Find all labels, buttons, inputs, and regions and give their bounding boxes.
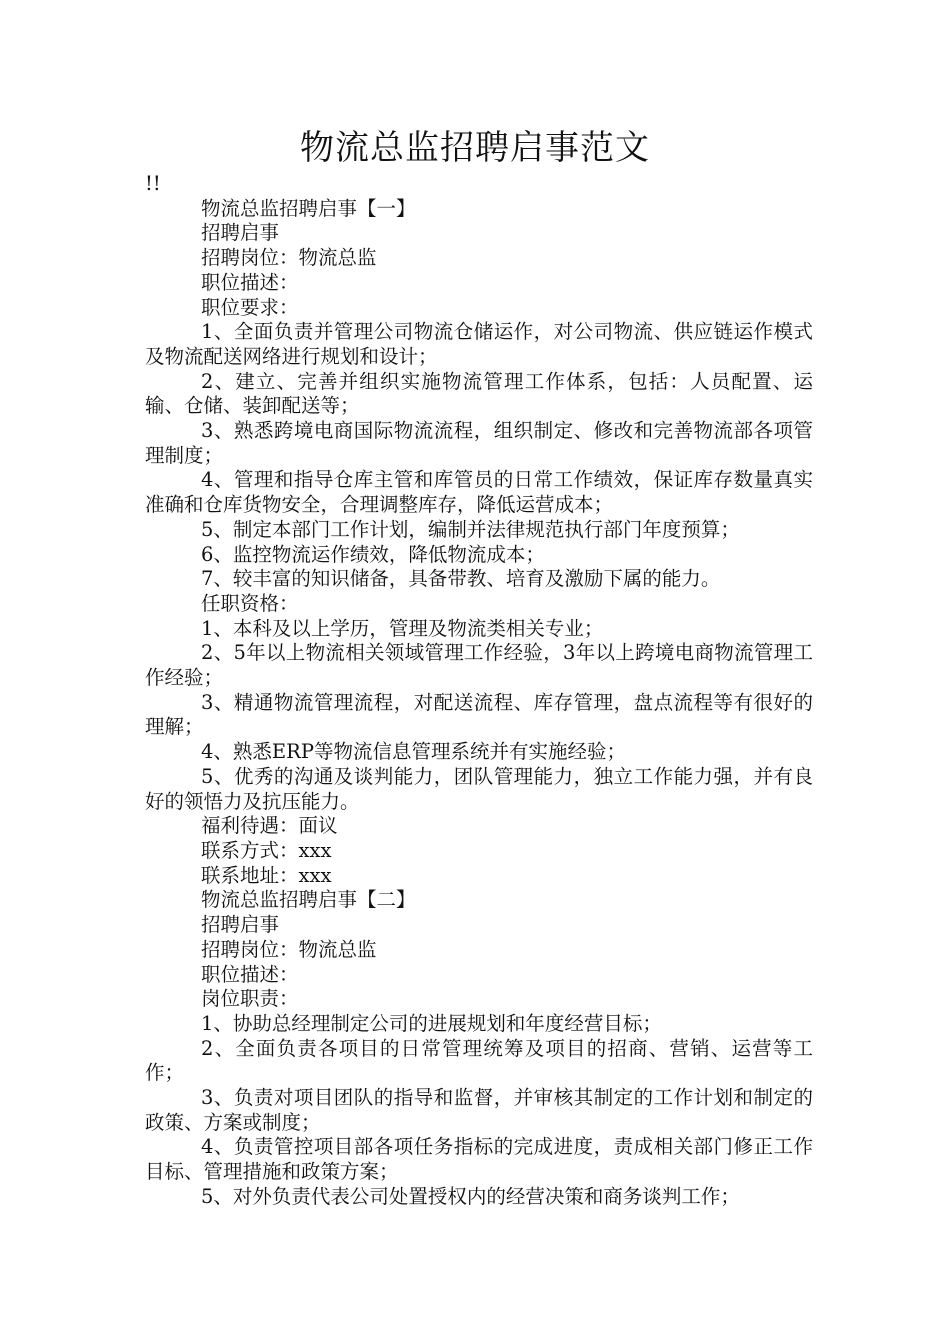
paragraph-line: 3、负责对项目团队的指导和监督，并审核其制定的工作计划和制定的政策、方案或制度； [145,1086,813,1134]
paragraph-line: 1、本科及以上学历，管理及物流类相关专业； [201,616,604,640]
paragraph-line: 物流总监招聘启事【二】 [201,888,416,912]
paragraph-line: 联系方式：xxx [201,838,332,862]
paragraph-line: !! [145,172,161,195]
paragraph-line: 岗位职责： [201,987,299,1011]
paragraph-line: 6、监控物流运作绩效，降低物流成本； [201,542,545,566]
paragraph-line: 招聘岗位：物流总监 [201,937,377,961]
paragraph-line: 3、精通物流管理流程，对配送流程、库存管理，盘点流程等有很好的理解； [145,690,813,739]
document-body [145,172,813,1210]
paragraph-line: 任职资格： [201,591,299,615]
paragraph-line: 4、熟悉ERP等物流信息管理系统并有实施经验； [201,740,626,764]
paragraph-line: 5、制定本部门工作计划，编制并法律规范执行部门年度预算； [201,517,740,541]
paragraph-line: 物流总监招聘启事【一】 [201,196,416,220]
paragraph-line: 招聘岗位：物流总监 [201,246,377,270]
paragraph-line: 2、建立、完善并组织实施物流管理工作体系，包括：人员配置、运输、仓储、装卸配送等； [145,369,813,418]
paragraph-line: 3、熟悉跨境电商国际物流流程，组织制定、修改和完善物流部各项管理制度； [145,419,813,467]
paragraph-line: 2、全面负责各项目的日常管理统筹及项目的招商、营销、运营等工作； [145,1036,813,1085]
paragraph-line: 职位描述： [201,270,299,294]
paragraph-line: 职位描述： [201,962,299,986]
paragraph-line: 招聘启事 [201,221,280,245]
paragraph-line: 5、优秀的沟通及谈判能力，团队管理能力，独立工作能力强，并有良好的领悟力及抗压能力。 [145,764,813,813]
paragraph-line: 1、协助总经理制定公司的进展规划和年度经营目标； [201,1011,662,1035]
paragraph-line: 4、负责管控项目部各项任务指标的完成进度，责成相关部门修正工作目标、管理措施和政策方案； [145,1135,813,1184]
paragraph-line: 2、5年以上物流相关领域管理工作经验，3年以上跨境电商物流管理工作经验； [145,641,813,690]
paragraph-line: 1、全面负责并管理公司物流仓储运作，对公司物流、供应链运作模式及物流配送网络进行规划和设计； [145,320,813,368]
paragraph-line: 招聘启事 [201,913,280,937]
paragraph-line: 职位要求： [201,295,299,319]
paragraph-line: 福利待遇：面议 [201,814,338,838]
paragraph-line: 5、对外负责代表公司处置授权内的经营决策和商务谈判工作； [201,1184,740,1208]
paragraph-line: 联系地址：xxx [201,863,332,887]
paragraph-line: 7、较丰富的知识储备，具备带教、培育及激励下属的能力。 [201,567,721,591]
document-title: 物流总监招聘启事范文 [300,128,650,168]
paragraph-line: 4、管理和指导仓库主管和库管员的日常工作绩效，保证库存数量真实准确和仓库货物安全，合理调整库存，降低运营成本； [145,468,813,517]
